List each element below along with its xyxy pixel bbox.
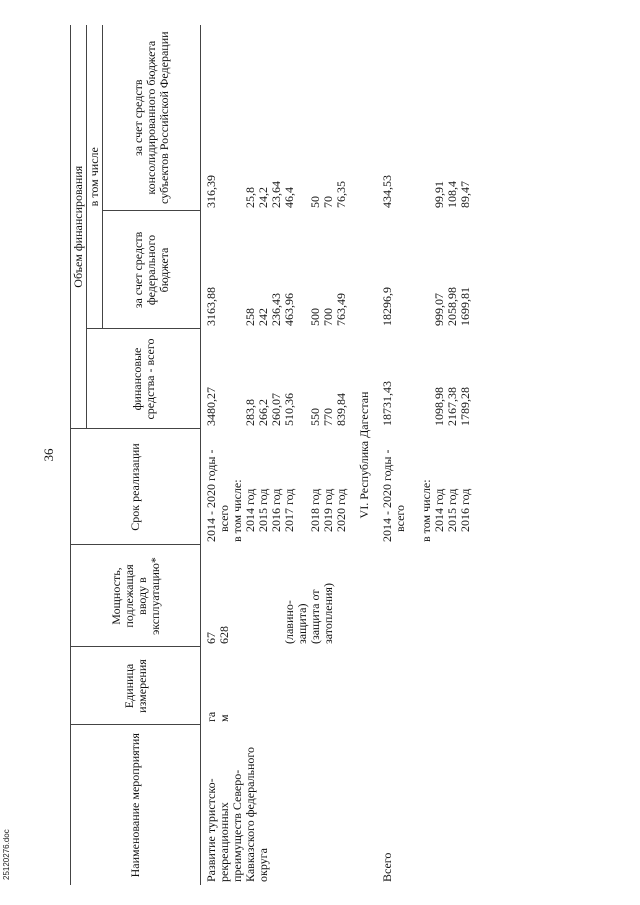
total-value: 839,84 bbox=[334, 393, 348, 426]
federal-value: 999,07 bbox=[432, 293, 446, 326]
regional-value: 99,91 bbox=[432, 181, 446, 208]
federal-cell bbox=[201, 211, 353, 329]
section-row bbox=[352, 25, 377, 885]
federal-value: 700 bbox=[321, 308, 335, 326]
total-value: 550 bbox=[308, 408, 322, 426]
row-name-line: округа bbox=[256, 848, 270, 882]
period-line: в том числе: bbox=[230, 479, 244, 542]
regional-cell bbox=[201, 25, 353, 211]
regional-value: 50 bbox=[308, 196, 322, 208]
total-value: 266,2 bbox=[256, 399, 270, 426]
total-value: 260,07 bbox=[269, 393, 283, 426]
capacity-value: 628 bbox=[217, 626, 231, 644]
header-unit: Единица измерения bbox=[71, 647, 201, 725]
year-label: 2017 год bbox=[282, 488, 296, 532]
rotated-content bbox=[40, 25, 620, 885]
header-total: финансовые средства - всего bbox=[87, 329, 201, 429]
total-cell bbox=[201, 329, 353, 429]
total-value: 3480,27 bbox=[204, 387, 218, 426]
row-name-line: Всего bbox=[380, 852, 394, 882]
period-line: всего bbox=[393, 504, 407, 532]
federal-value: 463,96 bbox=[282, 293, 296, 326]
year-label: 2014 год bbox=[243, 488, 257, 532]
regional-value: 316,39 bbox=[204, 175, 218, 208]
unit-cell bbox=[201, 647, 353, 725]
total-value: 1098,98 bbox=[432, 387, 446, 426]
total-value: 283,8 bbox=[243, 399, 257, 426]
regional-value: 25,8 bbox=[243, 187, 257, 208]
financing-table bbox=[70, 25, 476, 885]
header-federal: за счет средств федерального бюджета bbox=[103, 211, 201, 329]
federal-value: 1699,81 bbox=[458, 287, 472, 326]
total-value: 770 bbox=[321, 408, 335, 426]
federal-value: 3163,88 bbox=[204, 287, 218, 326]
header-period: Срок реализации bbox=[71, 429, 201, 545]
federal-value: 500 bbox=[308, 308, 322, 326]
year-label: 2020 год bbox=[334, 488, 348, 532]
header-regional: за счет средств консолидированного бюджета субъектов Российской Федерации bbox=[103, 25, 201, 211]
regional-value: 23,64 bbox=[269, 181, 283, 208]
capacity-value: 67 bbox=[204, 632, 218, 644]
capacity-note: (лавино- bbox=[282, 600, 296, 644]
page-number: 36 bbox=[41, 448, 56, 462]
header-name: Наименование мероприятия bbox=[71, 725, 201, 885]
period-line: всего bbox=[217, 504, 231, 532]
unit-value: га bbox=[204, 711, 218, 722]
row-name-cell bbox=[201, 725, 353, 885]
total-value: 510,36 bbox=[282, 393, 296, 426]
unit-value: м bbox=[217, 714, 231, 722]
federal-value: 763,49 bbox=[334, 293, 348, 326]
year-label: 2019 год bbox=[321, 488, 335, 532]
federal-value: 18296,9 bbox=[380, 287, 394, 326]
header-volume: Объем финансирования bbox=[71, 25, 87, 429]
header-capacity: Мощность, подлежащая вводу в эксплуатацию* bbox=[71, 545, 201, 647]
regional-value: 89,47 bbox=[458, 181, 472, 208]
regional-value: 434,53 bbox=[380, 175, 394, 208]
unit-cell bbox=[377, 647, 476, 725]
year-label: 2016 год bbox=[458, 488, 472, 532]
period-cell bbox=[201, 429, 353, 545]
regional-value: 46,4 bbox=[282, 187, 296, 208]
capacity-note: защита) bbox=[295, 603, 309, 644]
period-line: в том числе: bbox=[419, 479, 433, 542]
capacity-note: затопления) bbox=[321, 583, 335, 644]
table-row bbox=[377, 25, 476, 885]
regional-value: 24,2 bbox=[256, 187, 270, 208]
federal-value: 2058,98 bbox=[445, 287, 459, 326]
row-name-line: рекреационных bbox=[217, 802, 231, 882]
capacity-cell bbox=[377, 545, 476, 647]
total-value: 18731,43 bbox=[380, 381, 394, 426]
federal-value: 236,43 bbox=[269, 293, 283, 326]
period-line: 2014 - 2020 годы - bbox=[204, 449, 218, 542]
row-name-line: преимуществ Северо- bbox=[230, 769, 244, 882]
federal-value: 258 bbox=[243, 308, 257, 326]
regional-value: 108,4 bbox=[445, 181, 459, 208]
header-including: в том числе bbox=[87, 25, 103, 329]
total-value: 1789,28 bbox=[458, 387, 472, 426]
year-label: 2016 год bbox=[269, 488, 283, 532]
year-label: 2014 год bbox=[432, 488, 446, 532]
regional-value: 70 bbox=[321, 196, 335, 208]
regional-cell bbox=[377, 25, 476, 211]
table-row bbox=[201, 25, 353, 885]
total-value: 2167,38 bbox=[445, 387, 459, 426]
row-name-cell bbox=[377, 725, 476, 885]
period-line: 2014 - 2020 годы - bbox=[380, 449, 394, 542]
section-title: VI. Республика Дагестан bbox=[357, 391, 371, 519]
capacity-note: (защита от bbox=[308, 589, 322, 644]
federal-value: 242 bbox=[256, 308, 270, 326]
federal-cell bbox=[377, 211, 476, 329]
year-label: 2015 год bbox=[445, 488, 459, 532]
year-label: 2018 год bbox=[308, 488, 322, 532]
footer-code: 25120276.doc bbox=[2, 829, 11, 880]
total-cell bbox=[377, 329, 476, 429]
period-cell bbox=[377, 429, 476, 545]
regional-value: 76,35 bbox=[334, 181, 348, 208]
year-label: 2015 год bbox=[256, 488, 270, 532]
row-name-line: Кавказского федерального bbox=[243, 746, 257, 882]
row-name-line: Развитие туристско- bbox=[204, 778, 218, 882]
capacity-cell bbox=[201, 545, 353, 647]
